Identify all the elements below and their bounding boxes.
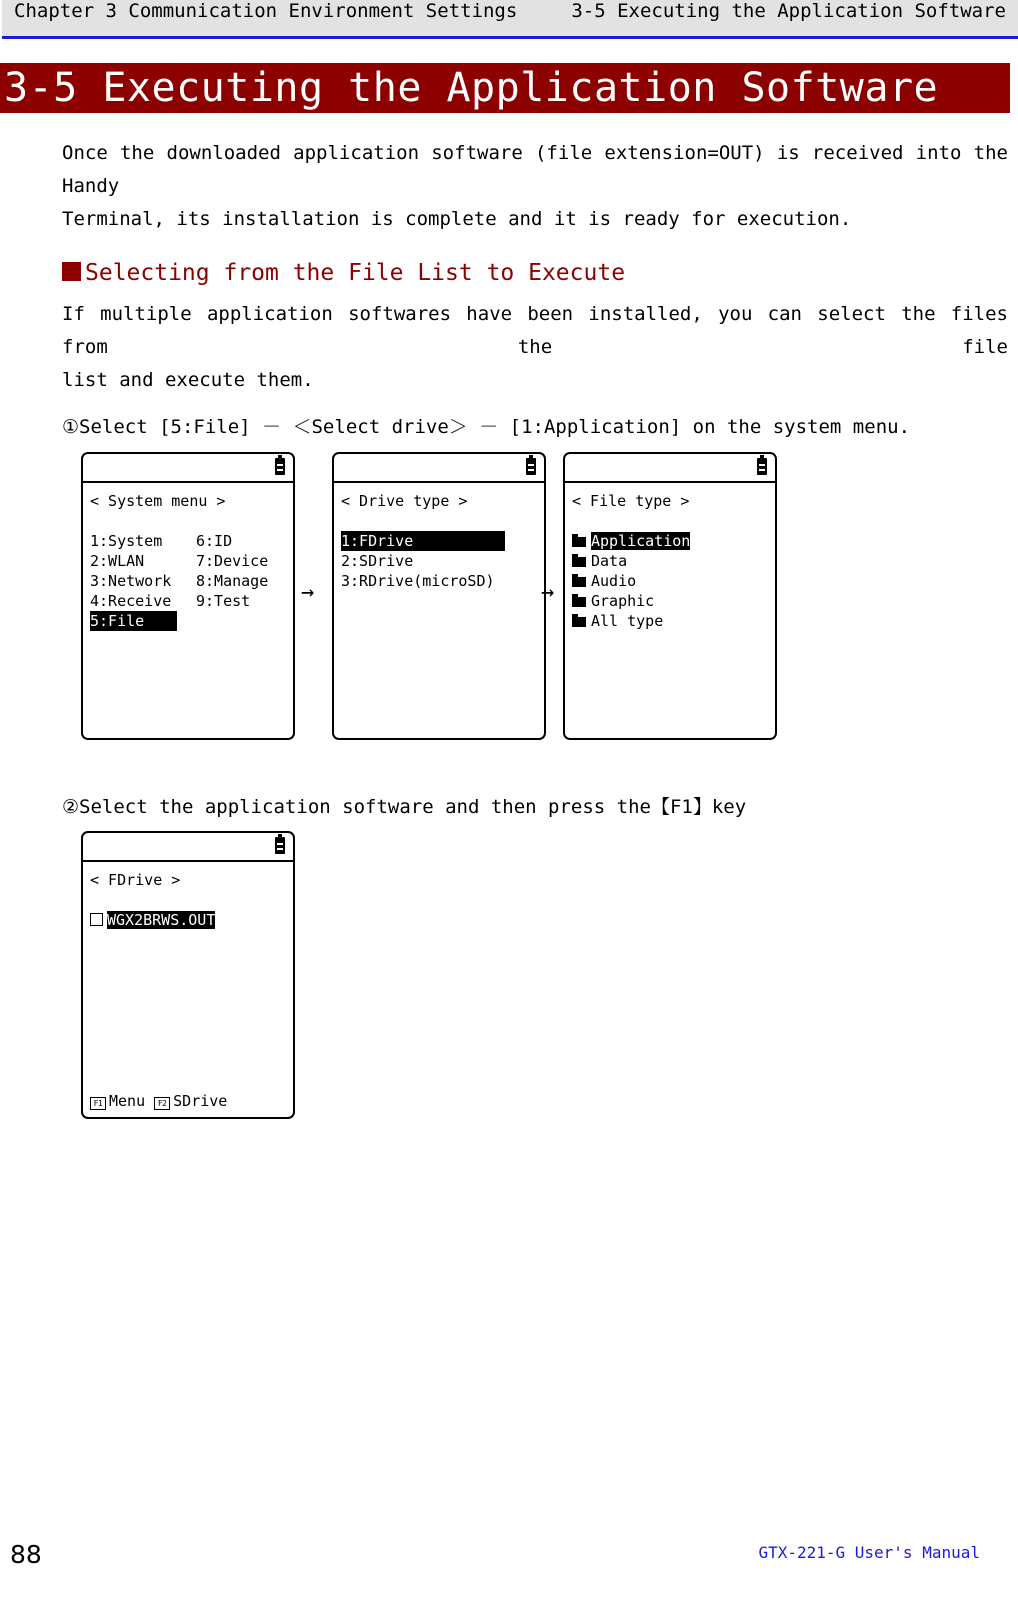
battery-icon — [757, 458, 767, 475]
file-type-item-all[interactable] — [572, 611, 663, 631]
page-header — [2, 0, 1018, 39]
file-type-item-application[interactable] — [572, 531, 690, 551]
section-line-1: If multiple application softwares have been installed, you can select the files from the file — [62, 303, 1008, 358]
section-heading-text: Selecting from the File List to Execute — [85, 260, 626, 286]
folder-icon — [572, 617, 586, 627]
status-bar — [83, 454, 293, 483]
menu-item-receive[interactable]: 4:Receive — [90, 592, 172, 610]
manual-name: GTX-221-G User's Manual — [758, 1543, 980, 1562]
step-1-text: ①Select [5:File] － ＜Select drive＞ － [1:Application] on the system menu. — [62, 416, 911, 438]
function-key-bar — [90, 1091, 227, 1111]
file-type-item-graphic[interactable] — [572, 591, 654, 611]
file-type-label: All type — [591, 612, 664, 630]
f1-label: Menu — [109, 1092, 146, 1110]
folder-icon — [572, 597, 586, 607]
folder-icon — [572, 557, 586, 567]
square-bullet-icon — [62, 262, 81, 281]
page-title: 3-5 Executing the Application Software — [4, 65, 939, 111]
step-2-text: ②Select the application software and then press the【F1】key — [62, 796, 747, 818]
menu-item-id[interactable]: 6:ID — [196, 532, 233, 550]
screen-fdrive — [81, 831, 295, 1119]
folder-icon — [572, 537, 586, 547]
right-arrow-icon: → — [541, 580, 555, 605]
status-bar — [565, 454, 775, 483]
file-name-selected: WGX2BRWS.OUT — [107, 911, 216, 929]
header-section: 3-5 Executing the Application Software — [571, 0, 1006, 22]
menu-item-wlan[interactable]: 2:WLAN — [90, 552, 145, 570]
file-type-label: Data — [591, 552, 628, 570]
f2-label: SDrive — [173, 1092, 228, 1110]
section-title-bar — [0, 63, 1010, 113]
battery-icon — [526, 458, 536, 475]
drive-item-rdrive[interactable]: 3:RDrive(microSD) — [341, 572, 495, 590]
screen-file-type — [563, 452, 777, 740]
status-bar — [334, 454, 544, 483]
file-type-label-selected: Application — [591, 532, 691, 550]
screen-title: < FDrive > — [90, 871, 181, 889]
screen-title: < File type > — [572, 492, 690, 510]
screen-title: < Drive type > — [341, 492, 468, 510]
menu-item-file-selected[interactable]: 5:File — [90, 611, 177, 631]
status-bar — [83, 833, 293, 862]
file-list-item[interactable] — [90, 910, 215, 930]
screen-drive-type — [332, 452, 546, 740]
file-type-label: Audio — [591, 572, 637, 590]
f2-key-icon[interactable]: F2 — [154, 1097, 170, 1110]
drive-item-sdrive[interactable]: 2:SDrive — [341, 552, 414, 570]
battery-icon — [275, 837, 285, 854]
menu-item-network[interactable]: 3:Network — [90, 572, 172, 590]
section-paragraph — [62, 298, 1008, 397]
f1-key-icon[interactable]: F1 — [90, 1097, 106, 1110]
screen-system-menu — [81, 452, 295, 740]
intro-line-2: Terminal, its installation is complete and it is ready for execution. — [62, 208, 852, 230]
file-type-label: Graphic — [591, 592, 655, 610]
menu-item-system[interactable]: 1:System — [90, 532, 163, 550]
menu-item-test[interactable]: 9:Test — [196, 592, 251, 610]
drive-item-fdrive-selected[interactable]: 1:FDrive — [341, 531, 505, 551]
header-chapter: Chapter 3 Communication Environment Settings — [14, 0, 518, 22]
battery-icon — [275, 458, 285, 475]
intro-paragraph — [62, 137, 1008, 236]
menu-item-device[interactable]: 7:Device — [196, 552, 269, 570]
intro-line-1: Once the downloaded application software (file extension=OUT) is received into the Handy — [62, 142, 1008, 197]
screen-title: < System menu > — [90, 492, 226, 510]
folder-icon — [572, 577, 586, 587]
page-number: 88 — [10, 1540, 42, 1569]
menu-item-manage[interactable]: 8:Manage — [196, 572, 269, 590]
section-line-2: list and execute them. — [62, 369, 314, 391]
checkbox-icon[interactable] — [90, 913, 103, 926]
right-arrow-icon: → — [301, 580, 315, 605]
file-type-item-data[interactable] — [572, 551, 627, 571]
file-type-item-audio[interactable] — [572, 571, 636, 591]
section-heading — [62, 258, 625, 288]
